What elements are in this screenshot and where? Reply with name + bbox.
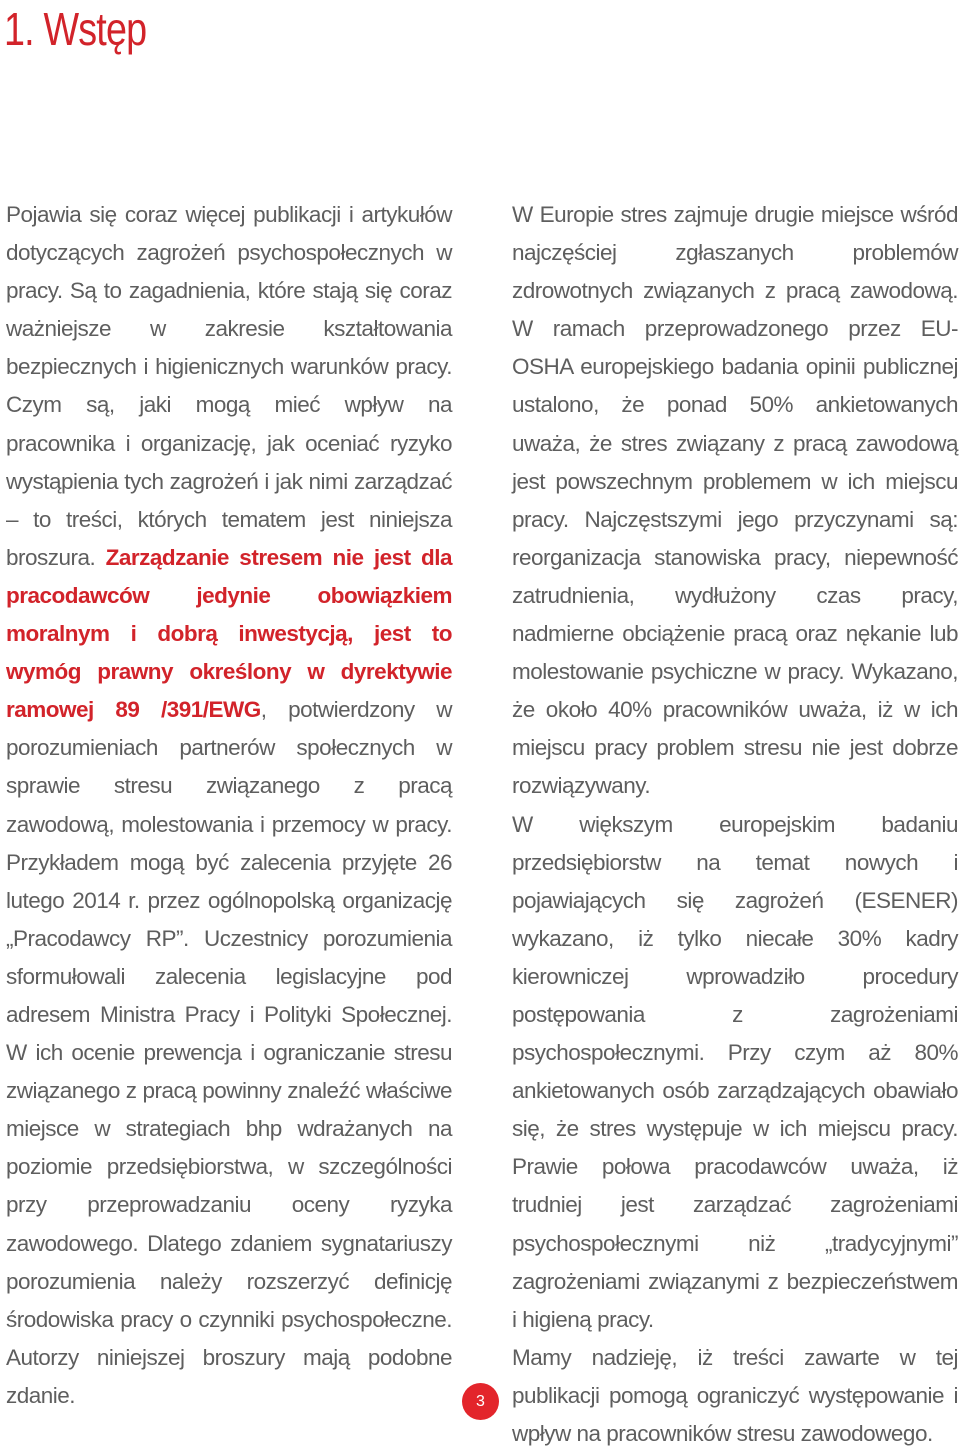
left-column bbox=[6, 196, 452, 1415]
page-number-badge bbox=[462, 1383, 499, 1420]
section-title: 1. Wstęp bbox=[4, 3, 147, 55]
right-column bbox=[512, 196, 958, 1453]
right-paragraph-3: Mamy nadzieję, iż treści zawarte w tej publikacji pomogą ograniczyć występowanie i wpływ na pracowników stresu zawodowego. bbox=[512, 1344, 958, 1446]
right-paragraph-2: W większym europejskim badaniu przedsiębiorstw na temat nowych i pojawiających się zagrożeń (ESENER) wykazano, iż tylko niecałe 30% kadry kierowniczej wprowadziło procedury postępowania z zagrożeniami psychospołecznymi. Przy czym aż 80% ankietowanych osób zarządzających obawiało się, że stres występuje w ich miejscu pracy. Prawie połowa pracodawców uważa, iż trudniej jest zarządzać zagrożeniami psychospołecznymi niż „tradycyjnymi” zagrożeniami związanymi z bezpieczeństwem i higieną pracy. bbox=[512, 811, 958, 1332]
left-paragraph bbox=[6, 196, 452, 1415]
highlight-text: Zarządzanie stresem nie jest dla pracodawców jedynie obowiązkiem moralnym i dobrą inwestycją, jest to wymóg prawny określony w dyrektywie ramowej 89 /391/EWG bbox=[6, 544, 452, 723]
intro-text: Pojawia się coraz więcej publikacji i artykułów dotyczących zagrożeń psychospołecznych w pracy. Są to zagadnienia, które stają się coraz ważniejsze w zakresie kształtowania bezpiecznych i higienicznych warunków pracy. Czym są, jaki mogą mieć wpływ na pracownika i organizację, jak oceniać ryzyko wystąpienia tych zagrożeń i jak nimi zarządzać – to treści, których tematem jest niniejsza broszura. bbox=[6, 202, 452, 570]
continuation-text: , potwierdzony w porozumieniach partnerów społecznych w sprawie stresu związanego z pracą zawodową, molestowania i przemocy w pracy. Przykładem mogą być zalecenia przyjęte 26 lutego 2014 r. przez ogólnopolską organizację „Pracodawcy RP”. Uczestnicy porozumienia sformułowali zalecenia legislacyjne pod adresem Ministra Pracy i Polityki Społecznej. W ich ocenie prewencja i ograniczanie stresu związanego z pracą powinny znaleźć właściwe miejsce w strategiach bhp wdrażanych na poziomie przedsiębiorstwa, w szczególności przy przeprowadzaniu oceny ryzyka zawodowego. Dlatego zdaniem sygnatariuszy porozumienia należy rozszerzyć definicję środowiska pracy o czynniki psychospołeczne. Autorzy niniejszej broszury mają podobne zdanie. bbox=[6, 697, 452, 1408]
page-number: 3 bbox=[476, 1392, 485, 1410]
right-paragraph-1: W Europie stres zajmuje drugie miejsce wśród najczęściej zgłaszanych problemów zdrowotnych związanych z pracą zawodową. W ramach przeprowadzonego przez EU-OSHA europejskiego badania opinii publicznej ustalono, że ponad 50% ankietowanych uważa, że stres związany z pracą zawodową jest powszechnym problemem w ich miejscu pracy. Najczęstszymi jego przyczynami są: reorganizacja stanowiska pracy, niepewność zatrudnienia, wydłużony czas pracy, nadmierne obciążenie pracą oraz nękanie lub molestowanie psychiczne w pracy. Wykazano, że około 40% pracowników uważa, iż w ich miejscu pracy problem stresu nie jest dobrze rozwiązywany. bbox=[512, 202, 958, 799]
